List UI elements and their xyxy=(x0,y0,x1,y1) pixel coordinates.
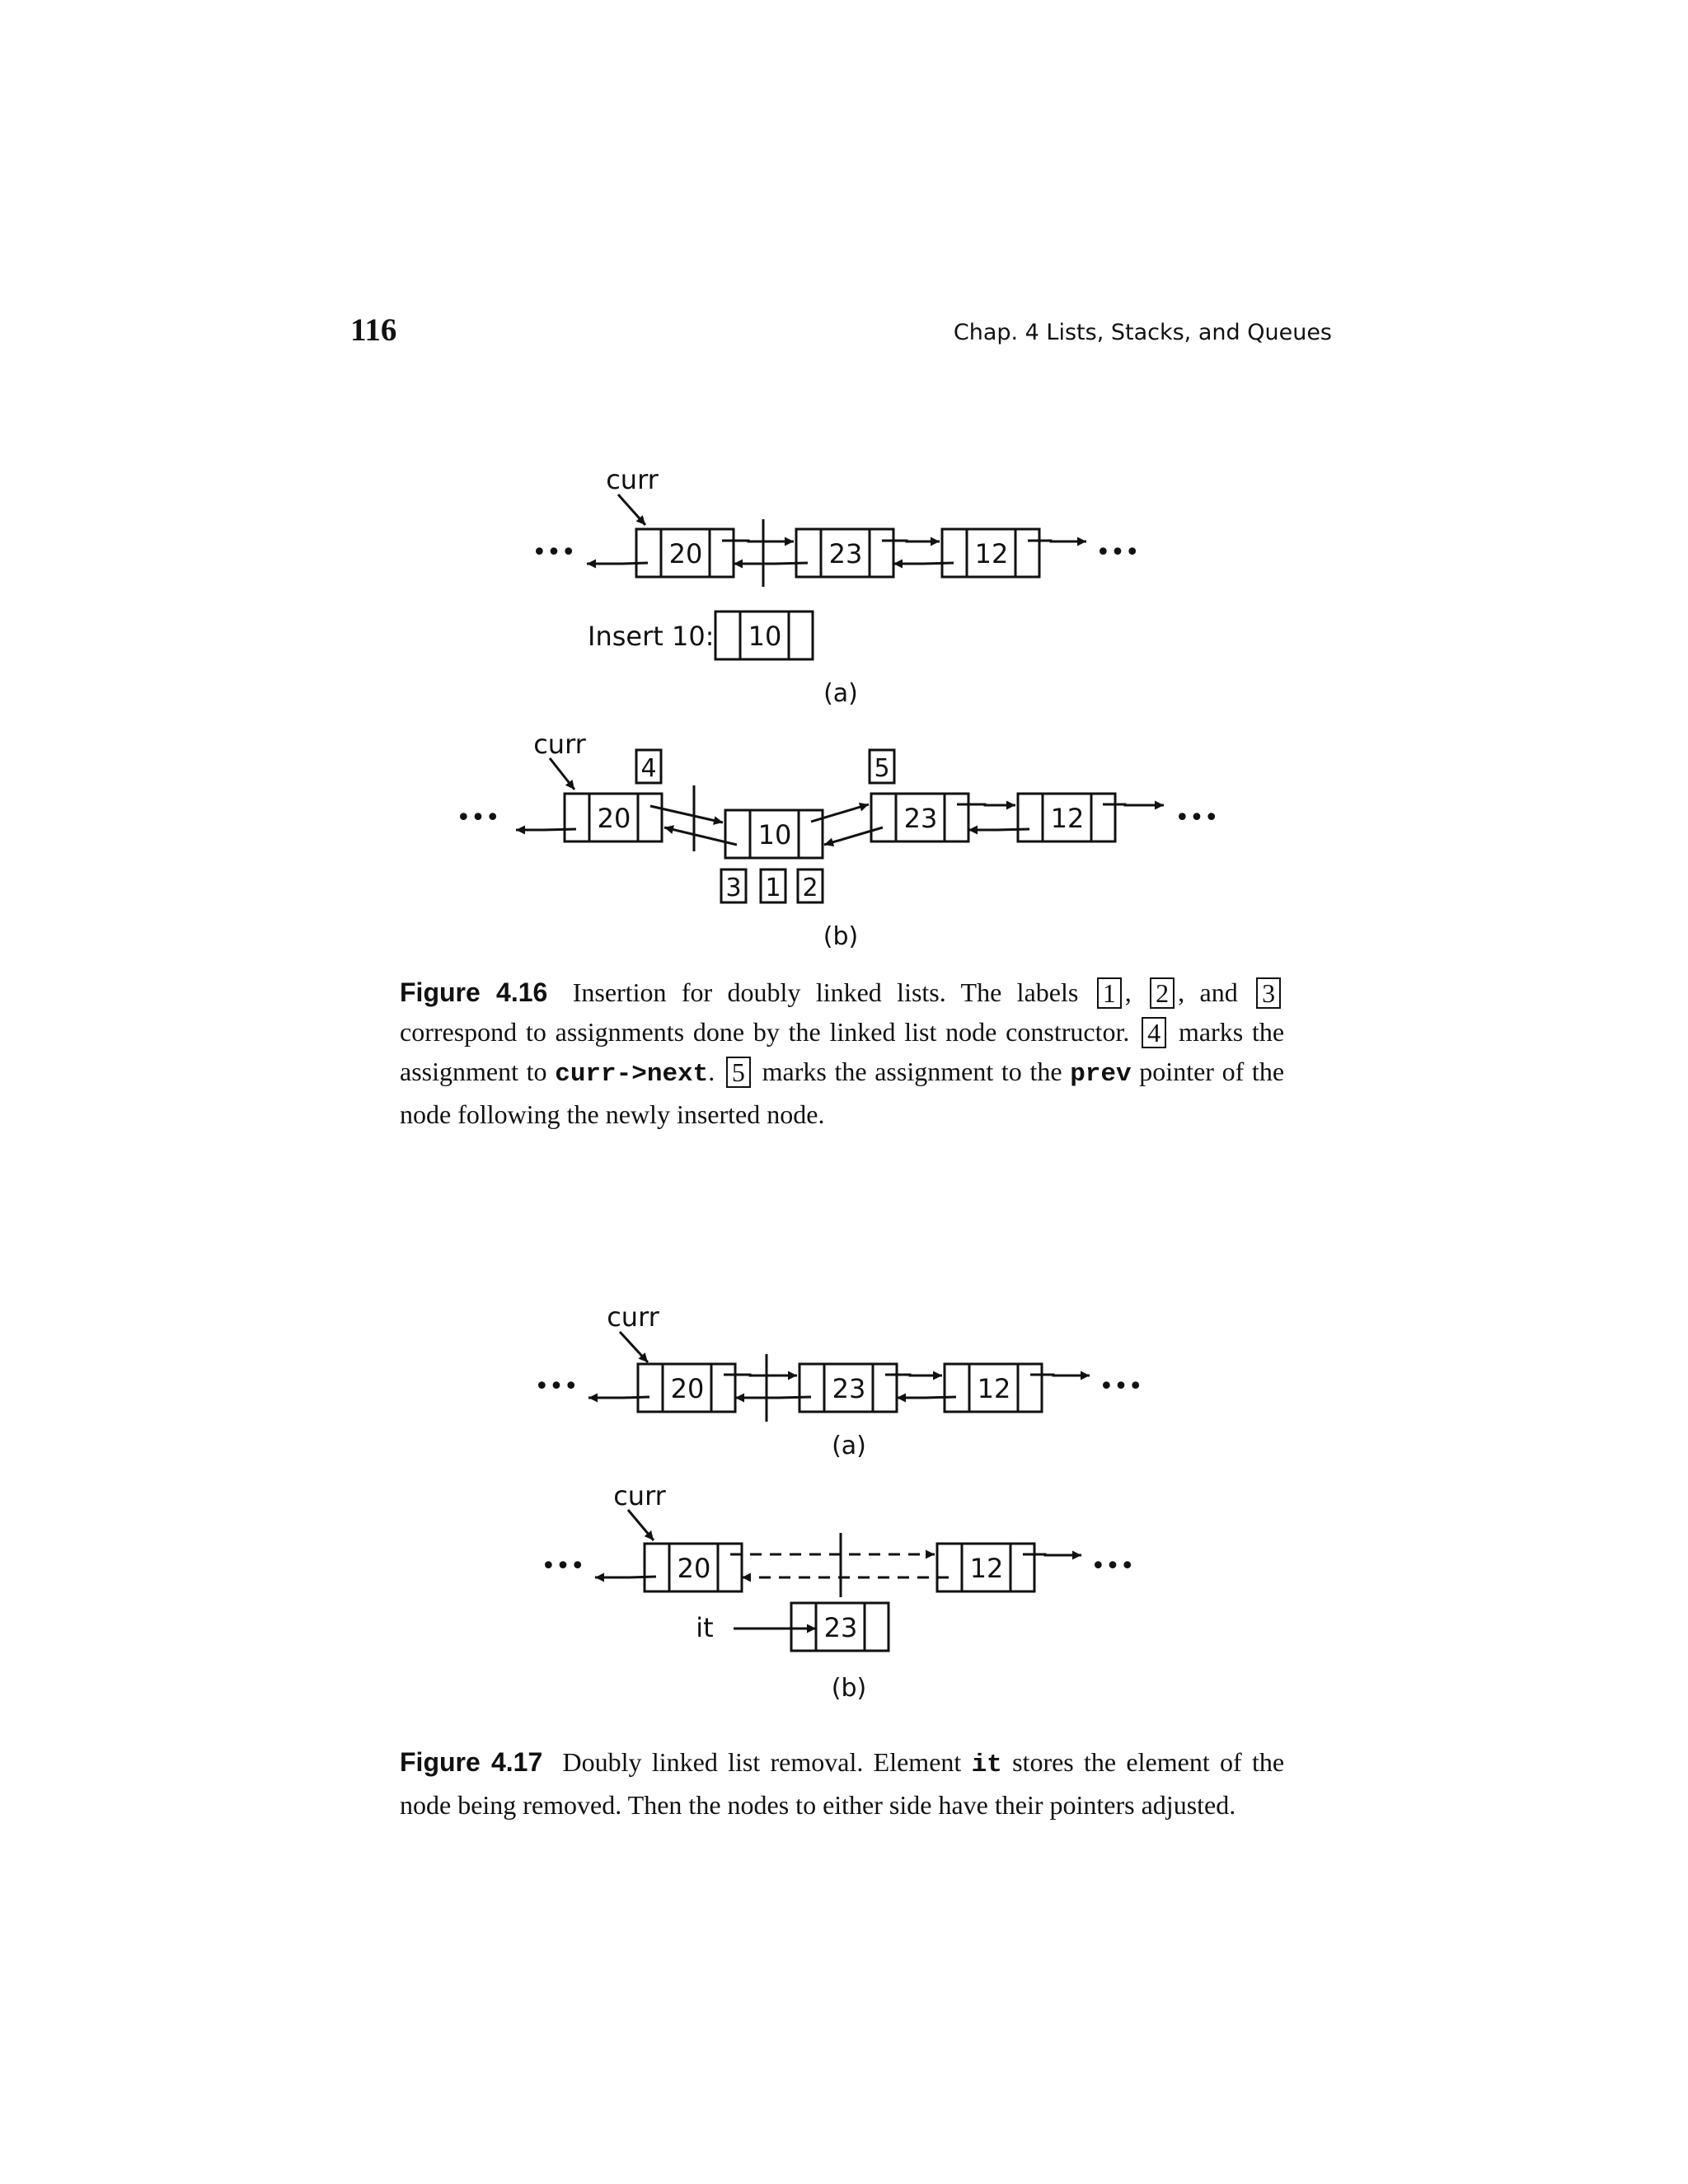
prev-arrow-out xyxy=(587,563,648,564)
figure-4-17-caption xyxy=(400,1742,1284,1825)
marker-label: 5 xyxy=(874,754,890,783)
boxed-label-2: 2 xyxy=(1150,977,1175,1009)
node-20 xyxy=(645,1544,742,1591)
node-12 xyxy=(942,529,1039,577)
code-curr-next: curr->next xyxy=(555,1060,709,1089)
node-20 xyxy=(565,794,662,841)
next-arrow-10-to-23 xyxy=(811,804,869,822)
node-23 xyxy=(871,794,968,841)
code-prev: prev xyxy=(1070,1060,1132,1089)
boxed-label-4: 4 xyxy=(1142,1017,1166,1048)
marker-4 xyxy=(636,750,661,783)
node-23 xyxy=(796,529,893,577)
panel-b-label: (b) xyxy=(831,1674,867,1703)
caption-text: marks the assignment to xyxy=(400,1017,1285,1086)
node-value: 20 xyxy=(670,1373,705,1404)
prev-arrow xyxy=(897,1397,956,1398)
curr-label: curr xyxy=(607,1301,659,1333)
figure-4-16-diagram xyxy=(0,445,1688,972)
node-value: 10 xyxy=(748,621,782,652)
panel-a-label: (a) xyxy=(832,1432,866,1460)
fig417-panel-b xyxy=(541,1480,1134,1703)
figure-4-16-caption xyxy=(400,972,1284,1134)
caption-text: correspond to assignments done by the linked list node constructor. xyxy=(400,1017,1130,1047)
node-value: 23 xyxy=(832,1373,866,1404)
node-12 xyxy=(1018,794,1115,841)
marker-label: 3 xyxy=(725,874,742,902)
prev-arrow xyxy=(734,563,808,564)
curr-label: curr xyxy=(606,464,659,495)
caption-text: stores the element of the node being removed. Then the nodes to either side have their pointers adjusted. xyxy=(400,1747,1285,1820)
curr-pointer-arrow xyxy=(628,1510,654,1540)
marker-label: 4 xyxy=(640,754,657,783)
marker-5 xyxy=(870,750,894,783)
caption-text: Doubly linked list removal. Element xyxy=(562,1747,962,1777)
curr-label: curr xyxy=(533,729,586,760)
caption-text: marks the assignment to the xyxy=(762,1057,1062,1086)
node-10 xyxy=(725,810,823,858)
caption-text: , xyxy=(1124,977,1132,1007)
node-10-new xyxy=(715,612,813,659)
caption-text: pointer of the node following the newly inserted node. xyxy=(400,1057,1285,1129)
node-value: 12 xyxy=(1050,803,1085,834)
node-12 xyxy=(937,1544,1034,1591)
prev-arrow xyxy=(735,1397,811,1398)
ellipsis-right: ••• xyxy=(1175,804,1219,832)
next-arrow xyxy=(957,804,1015,805)
ellipsis-left: ••• xyxy=(534,1372,579,1401)
marker-2 xyxy=(798,869,823,902)
ellipsis-left: ••• xyxy=(532,538,576,567)
ellipsis-right: ••• xyxy=(1095,538,1140,567)
ellipsis-right: ••• xyxy=(1099,1372,1143,1401)
fig417-panel-a xyxy=(534,1301,1142,1460)
node-23 xyxy=(799,1364,897,1412)
caption-text: , and xyxy=(1178,977,1238,1007)
next-arrow xyxy=(885,1375,942,1376)
curr-pointer-arrow xyxy=(620,1332,648,1362)
node-20 xyxy=(638,1364,735,1412)
curr-label: curr xyxy=(613,1480,666,1511)
figure-label: Figure 4.16 xyxy=(400,977,548,1007)
running-head: Chap. 4 Lists, Stacks, and Queues xyxy=(953,320,1332,345)
boxed-label-3: 3 xyxy=(1256,977,1281,1009)
node-20 xyxy=(636,529,734,577)
ellipsis-left: ••• xyxy=(541,1552,585,1581)
insert-label: Insert 10: xyxy=(588,621,715,652)
curr-pointer-arrow xyxy=(550,758,574,790)
marker-label: 1 xyxy=(765,874,781,902)
node-value: 12 xyxy=(977,1373,1011,1404)
caption-text: . xyxy=(708,1057,715,1086)
marker-3 xyxy=(721,869,746,902)
page-number: 116 xyxy=(350,312,397,348)
node-value: 23 xyxy=(903,803,938,834)
node-value: 20 xyxy=(677,1553,711,1584)
panel-b-label: (b) xyxy=(823,922,859,951)
prev-arrow xyxy=(893,563,954,564)
node-value: 20 xyxy=(597,803,631,834)
prev-arrow-out xyxy=(588,1397,649,1398)
ellipsis-right: ••• xyxy=(1090,1552,1135,1581)
marker-label: 2 xyxy=(802,874,818,902)
panel-a-label: (a) xyxy=(823,679,858,708)
boxed-label-1: 1 xyxy=(1097,977,1122,1009)
marker-1 xyxy=(761,869,785,902)
node-value: 20 xyxy=(668,538,703,569)
prev-arrow-out xyxy=(516,829,576,830)
it-label: it xyxy=(696,1612,714,1643)
figure-4-17-diagram xyxy=(0,1286,1688,1731)
prev-arrow xyxy=(968,829,1029,830)
ellipsis-left: ••• xyxy=(456,804,500,832)
caption-text: Insertion for doubly linked lists. The labels xyxy=(572,977,1079,1007)
next-arrow xyxy=(724,1375,797,1376)
fig416-panel-b xyxy=(456,729,1218,951)
node-value: 23 xyxy=(828,538,863,569)
node-value: 23 xyxy=(823,1612,858,1643)
boxed-label-5: 5 xyxy=(726,1057,751,1088)
next-arrow-out xyxy=(1023,1554,1081,1555)
fig416-panel-a xyxy=(532,464,1139,708)
code-it: it xyxy=(971,1750,1002,1779)
next-arrow-out xyxy=(1103,804,1164,805)
node-value: 10 xyxy=(757,819,792,851)
node-value: 12 xyxy=(974,538,1009,569)
node-23-removed xyxy=(791,1603,889,1651)
node-12 xyxy=(945,1364,1042,1412)
curr-pointer-arrow xyxy=(618,494,645,525)
node-value: 12 xyxy=(969,1553,1004,1584)
figure-label: Figure 4.17 xyxy=(400,1747,543,1777)
next-arrow-out xyxy=(1030,1375,1090,1376)
